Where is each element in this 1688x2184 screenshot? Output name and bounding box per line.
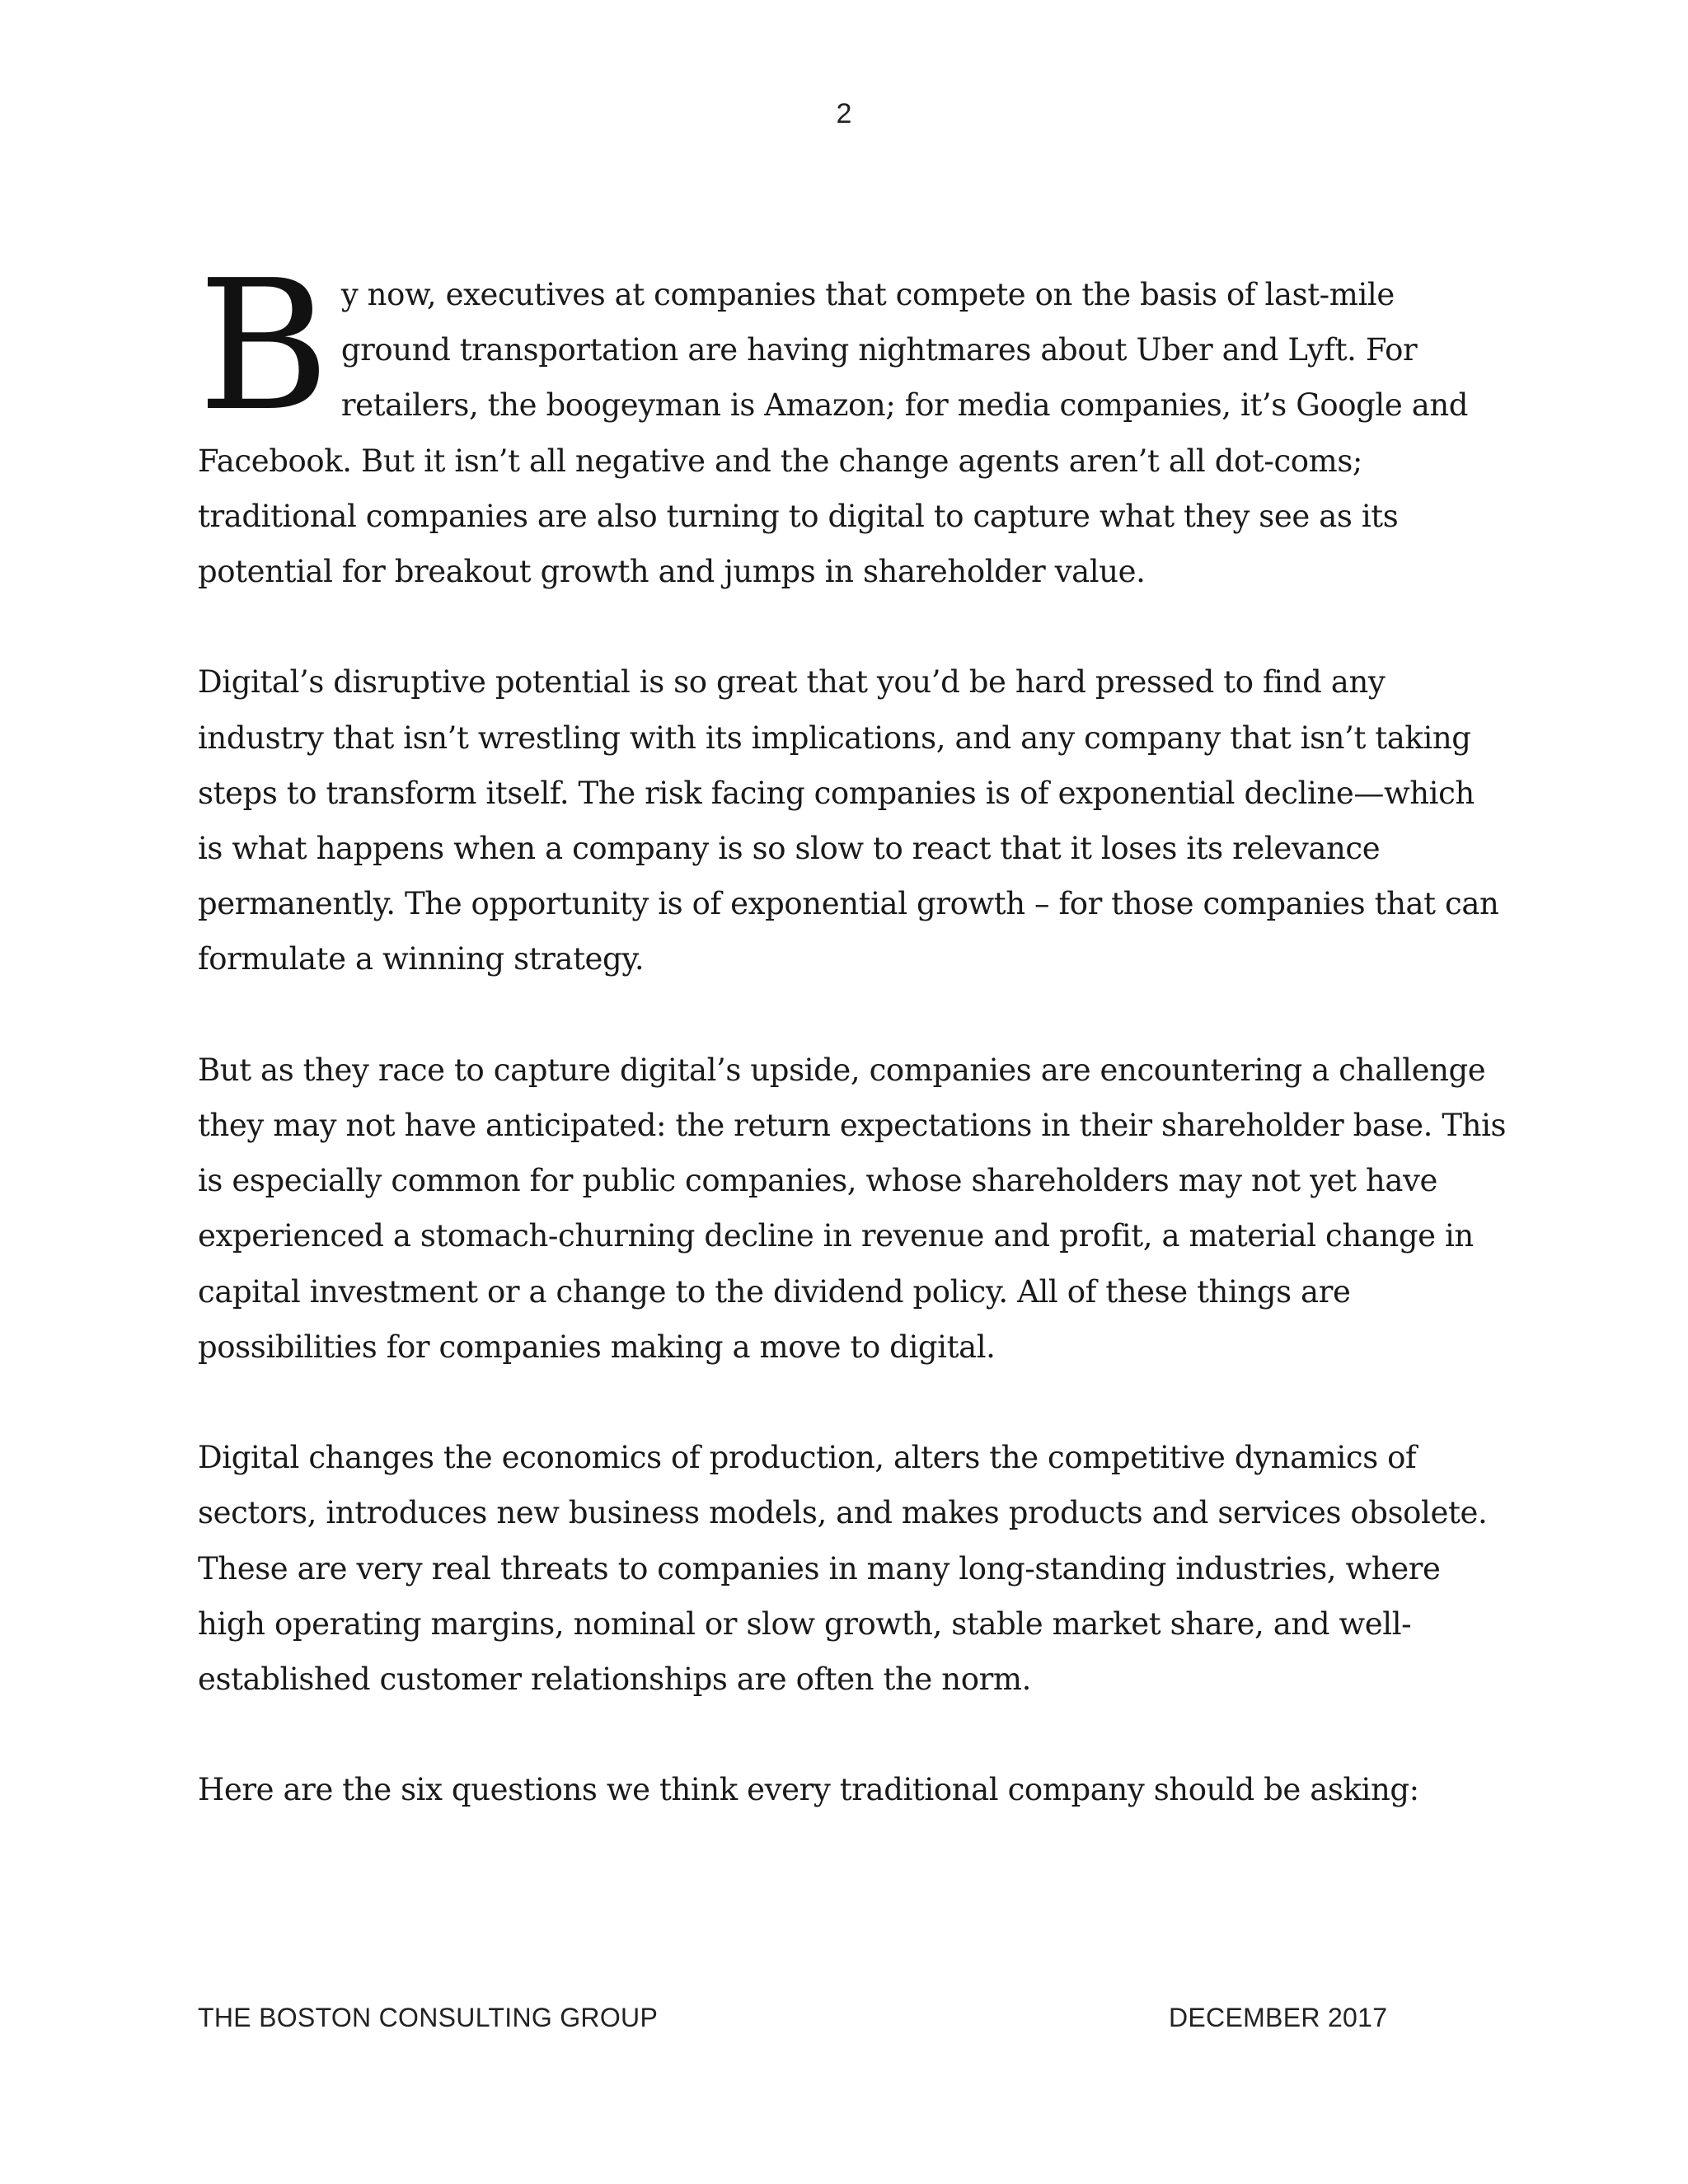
paragraph-disruptive-potential: Digital’s disruptive potential is so great that you’d be hard pressed to find any industry that isn’t wrestling with its implications, and any company that isn’t taking steps to transform itself. The risk facing companies is of exponential decline—which is what happens when a company is so slow to react that it loses its relevance permanently. The opportunity is of exponential growth – for those companies that can formulate a winning strategy. [198, 664, 1499, 977]
article-body [198, 242, 1508, 1818]
page-number: 2 [836, 98, 852, 129]
paragraph-digital-economics: Digital changes the economics of production, alters the competitive dynamics of sectors, introduces new business models, and makes products and services obsolete. These are very real threats to companies in many long-standing industries, where high operating margins, nominal or slow growth, stable market share, and well-established customer relationships are often the norm. [198, 1440, 1488, 1698]
paragraph-intro [198, 242, 1508, 599]
footer-date: DECEMBER 2017 [1169, 2003, 1388, 2032]
paragraph-six-questions-lead: Here are the six questions we think every traditional company should be asking: [198, 1772, 1419, 1808]
paragraph-intro-text: y now, executives at companies that compete on the basis of last-mile ground transportation are having nightmares about Uber and Lyft. For retailers, the boogeyman is Amazon; for media companies, it’s Google and Facebook. But it isn’t all negative and the change agents aren’t all dot-coms; traditional companies are also turning to digital to capture what they see as its potential for breakout growth and jumps in shareholder value. [198, 277, 1469, 590]
paragraph-shareholder-challenge: But as they race to capture digital’s upside, companies are encountering a challenge they may not have anticipated: the return expectations in their shareholder base. This is especially common for public companies, whose shareholders may not yet have experienced a stomach-churning decline in revenue and profit, a material change in capital investment or a change to the dividend policy. All of these things are possibilities for companies making a move to digital. [198, 1052, 1507, 1365]
drop-cap: B [198, 242, 330, 451]
footer-publisher: THE BOSTON CONSULTING GROUP [198, 2003, 659, 2032]
